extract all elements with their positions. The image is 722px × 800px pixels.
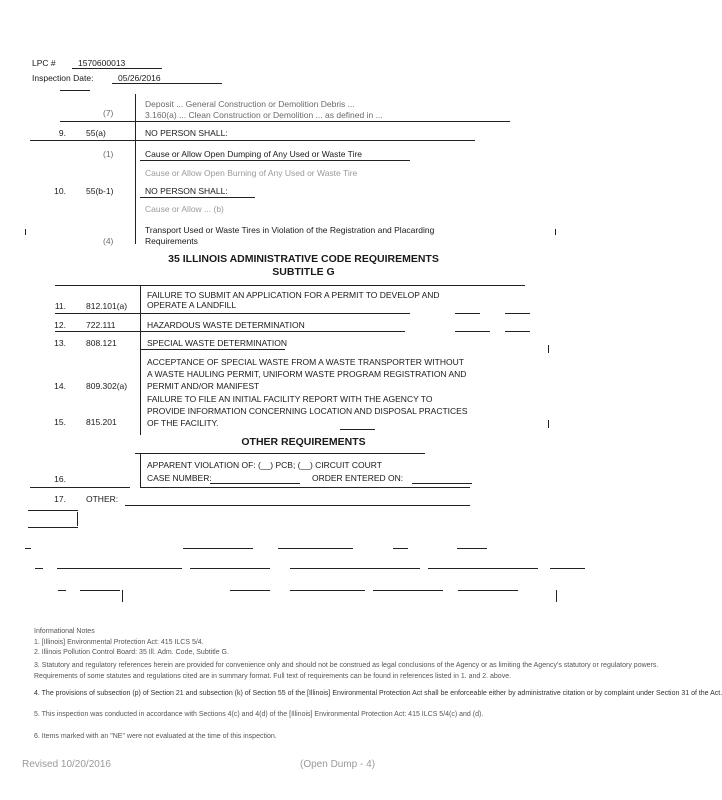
row-text-cause-allow: Cause or Allow ... (b) xyxy=(145,204,224,214)
row-rule xyxy=(340,429,375,430)
blank-line xyxy=(290,590,365,591)
blank-line xyxy=(230,590,270,591)
row-sub-1: (1) xyxy=(103,149,114,159)
footnote-1: 1. [Illinois] Environmental Protection Act: 415 ILCS 5/4. xyxy=(34,639,204,646)
row-text-12: HAZARDOUS WASTE DETERMINATION xyxy=(147,320,305,330)
row-sec-722: 722.111 xyxy=(86,320,116,330)
blank-line xyxy=(428,568,538,569)
row-rule xyxy=(505,313,530,314)
row-num-15: 15. xyxy=(54,417,66,427)
margin-tick xyxy=(548,420,549,428)
blank-line xyxy=(278,548,353,549)
blank-line xyxy=(190,568,270,569)
inspection-date-label: Inspection Date: xyxy=(32,73,94,83)
footnote-3-cont: Requirements of some statutes and regulations cited are in summary format. Full text of requirements can be found in references listed in 1. and 2. above. xyxy=(34,673,512,680)
column-divider-3 xyxy=(140,453,141,488)
blank-line xyxy=(35,568,43,569)
row-rule xyxy=(30,140,475,141)
column-divider xyxy=(135,94,136,244)
row-rule xyxy=(55,285,525,286)
row-text-15-line1: FAILURE TO FILE AN INITIAL FACILITY REPORT WITH THE AGENCY TO xyxy=(147,394,433,404)
row-rule xyxy=(140,160,410,161)
lpc-value: 1570600013 xyxy=(78,58,126,68)
other-requirements-heading: OTHER REQUIREMENTS xyxy=(241,436,366,448)
row-sec-55b1: 55(b-1) xyxy=(86,186,114,196)
row-text-open-burning: Cause or Allow Open Burning of Any Used or Waste Tire xyxy=(145,168,358,178)
row-num-10: 10. xyxy=(54,186,66,196)
row-text-11-line1: FAILURE TO SUBMIT AN APPLICATION FOR A PERMIT TO DEVELOP AND xyxy=(147,290,440,300)
section-heading-line1: 35 ILLINOIS ADMINISTRATIVE CODE REQUIREMENTS xyxy=(168,253,439,265)
row-text-transport-2: Requirements xyxy=(145,236,198,246)
margin-tick xyxy=(122,590,123,602)
case-number-line[interactable] xyxy=(210,483,300,484)
row-sub-7: (7) xyxy=(103,108,114,118)
case-number-label: CASE NUMBER: xyxy=(147,473,212,483)
margin-tick xyxy=(556,590,557,602)
row-sec-809: 809.302(a) xyxy=(86,381,128,391)
row-title-no-person-shall-2: NO PERSON SHALL: xyxy=(145,186,228,196)
row-sec-55a: 55(a) xyxy=(86,128,106,138)
row-text-14-line2: A WASTE HAULING PERMIT, UNIFORM WASTE PROGRAM REGISTRATION AND xyxy=(147,369,467,379)
order-entered-line[interactable] xyxy=(412,483,472,484)
row-rule xyxy=(28,510,78,511)
footnote-4: 4. The provisions of subsection (p) of Section 21 and subsection (k) of Section 55 of the [Illinois] Environmental Protection Act shall be enforceable either by administrative citation or by complaint under Section 31 of the Act. xyxy=(34,690,722,697)
blank-line xyxy=(373,590,443,591)
row-num-14: 14. xyxy=(54,381,66,391)
blank-line xyxy=(457,548,487,549)
row-num-16: 16. xyxy=(54,474,66,484)
dash-mark xyxy=(25,548,31,549)
footer-type: (Open Dump - 4) xyxy=(300,759,376,770)
column-divider-2 xyxy=(140,285,141,435)
blank-line xyxy=(183,548,253,549)
row-rule xyxy=(60,90,90,91)
row-text-transport-1: Transport Used or Waste Tires in Violation of the Registration and Placarding xyxy=(145,225,435,235)
row-text-11-line2: OPERATE A LANDFILL xyxy=(147,300,237,310)
footnote-heading: Informational Notes xyxy=(34,628,95,635)
row-text-13: SPECIAL WASTE DETERMINATION xyxy=(147,338,287,348)
column-divider-4 xyxy=(77,512,78,526)
margin-tick xyxy=(555,229,556,235)
row-num-11: 11. xyxy=(54,301,66,311)
lpc-label: LPC # xyxy=(32,58,56,68)
section-heading-line2: SUBTITLE G xyxy=(272,266,335,278)
row-text-15-line3: OF THE FACILITY. xyxy=(147,418,219,428)
row-text-14-line1: ACCEPTANCE OF SPECIAL WASTE FROM A WASTE TRANSPORTER WITHOUT xyxy=(147,357,464,367)
row-rule xyxy=(140,349,285,350)
row-rule xyxy=(455,313,480,314)
row-num-12: 12. xyxy=(54,320,66,330)
apparent-violation-text: APPARENT VIOLATION OF: (__) PCB; (__) CIRCUIT COURT xyxy=(147,460,382,470)
row-text-open-dumping: Cause or Allow Open Dumping of Any Used or Waste Tire xyxy=(145,149,363,159)
inspection-date-value: 05/26/2016 xyxy=(118,73,161,83)
row-num-9: 9. xyxy=(58,128,66,138)
row-rule xyxy=(30,487,130,488)
row-rule xyxy=(135,453,425,454)
order-entered-label: ORDER ENTERED ON: xyxy=(312,473,404,483)
row-rule xyxy=(140,197,255,198)
footer-revised: Revised 10/20/2016 xyxy=(22,759,111,770)
other-line[interactable] xyxy=(125,505,470,506)
row-sub-4: (4) xyxy=(103,236,114,246)
margin-tick xyxy=(548,345,549,353)
blank-line xyxy=(393,548,408,549)
row-text-14-line3: PERMIT AND/OR MANIFEST xyxy=(147,381,260,391)
row-rule xyxy=(140,487,470,488)
row-sec-808: 808.121 xyxy=(86,338,117,348)
margin-tick xyxy=(25,229,26,235)
footnote-2: 2. Illinois Pollution Control Board: 35 Ill. Adm. Code, Subtitle G. xyxy=(34,649,229,656)
blank-line xyxy=(57,568,182,569)
footnote-6: 6. Items marked with an "NE" were not evaluated at the time of this inspection. xyxy=(34,733,277,740)
row-sec-815: 815.201 xyxy=(86,417,117,427)
row-rule xyxy=(55,313,410,314)
row-title-no-person-shall: NO PERSON SHALL: xyxy=(145,128,228,138)
row-sec-812: 812.101(a) xyxy=(86,301,128,311)
blank-line xyxy=(458,590,518,591)
row-rule xyxy=(455,331,490,332)
inspection-date-underline xyxy=(112,83,222,84)
blank-line xyxy=(58,590,66,591)
blank-line xyxy=(550,568,585,569)
footnote-5: 5. This inspection was conducted in accordance with Sections 4(c) and 4(d) of the [Illinois] Environmental Protection Act: 415 ILCS 5/4(c) and (d). xyxy=(34,711,484,718)
lpc-underline xyxy=(72,68,162,69)
row-rule xyxy=(505,331,530,332)
blank-line xyxy=(290,568,420,569)
row-num-17: 17. xyxy=(54,494,66,504)
row-num-13: 13. xyxy=(54,338,66,348)
row-rule xyxy=(28,527,78,528)
row-text-deposit: Deposit ... General Construction or Demolition Debris ... xyxy=(145,99,355,109)
row-rule xyxy=(60,121,510,122)
other-label: OTHER: xyxy=(86,494,119,504)
footnote-3: 3. Statutory and regulatory references herein are provided for convenience only and should not be construed as legal conclusions of the Agency or as limiting the Agency's statutory or regulatory powers. xyxy=(34,662,659,669)
row-text-15-line2: PROVIDE INFORMATION CONCERNING LOCATION AND DISPOSAL PRACTICES xyxy=(147,406,468,416)
blank-line xyxy=(80,590,120,591)
row-text-clean: 3.160(a) ... Clean Construction or Demolition ... as defined in ... xyxy=(145,110,383,120)
row-rule xyxy=(55,331,405,332)
